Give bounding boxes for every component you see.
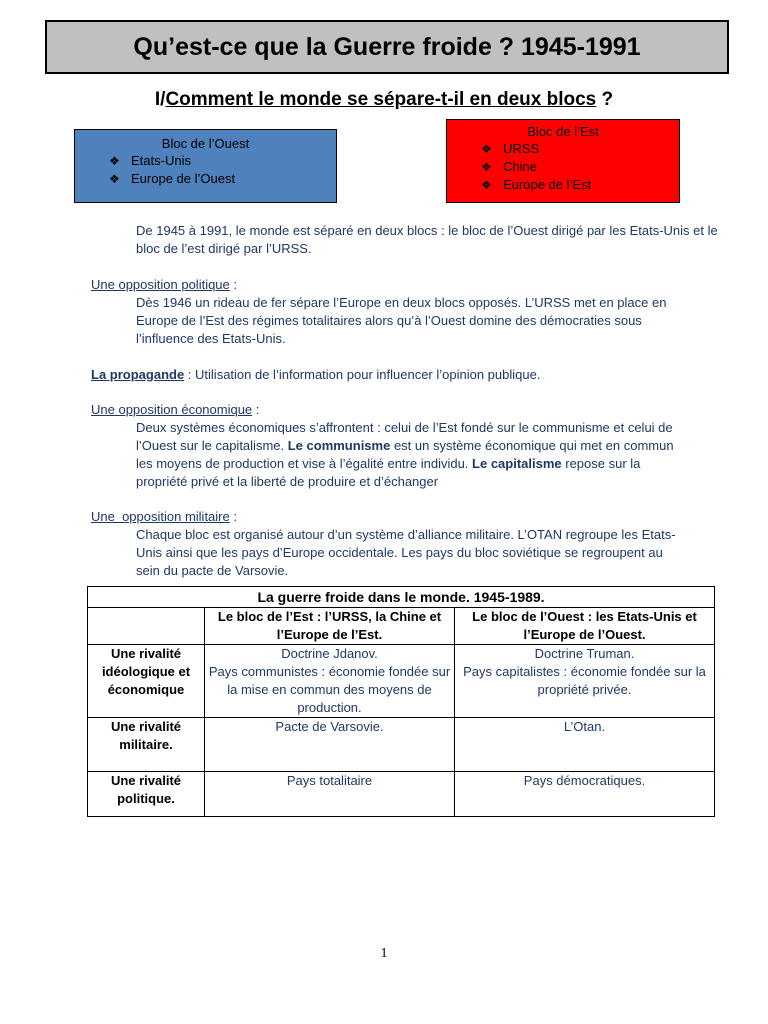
west-bloc-heading: Bloc de l’Ouest [161,136,250,151]
east-bloc-box [446,119,680,203]
east-bloc-heading: Bloc de l’Est [527,124,599,139]
west-cell: L’Otan. [455,718,715,772]
propaganda-def: : Utilisation de l’information pour influencer l’opinion publique. [184,367,541,382]
heading-colon: : [229,509,237,524]
economic-text-part: est un système économique qui met en commun les moyens de production et vise à l’égalité entre individu. [136,438,674,471]
section-number: I/ [154,89,166,110]
diamond-bullet-icon: ❖ [481,142,492,156]
political-heading: Une opposition politique [91,277,230,292]
section-heading [0,89,768,111]
col-header-east: Le bloc de l’Est : l’URSS, la Chine et l’Europe de l’Est. [205,608,455,645]
section-question-mark: ? [596,89,614,110]
political-section [91,276,681,348]
list-item-label: Europe de l’Ouest [131,171,236,186]
page-title: Qu’est-ce que la Guerre froide ? 1945-1991 [133,32,641,61]
list-item-label: Etats-Unis [131,153,191,168]
east-cell: Pays totalitaire [205,772,455,817]
heading-colon: : [252,402,260,417]
east-bloc-list [447,140,679,194]
table-caption: La guerre froide dans le monde. 1945-1989. [88,587,715,608]
economic-text [91,419,681,491]
cold-war-table [87,586,715,817]
table-corner-cell [88,608,205,645]
military-text: Chaque bloc est organisé autour d’un système d’alliance militaire. L’OTAN regroupe les Etats-Unis ainsi que les pays d’Europe occidentale. Les pays du bloc soviétique se regroupent au sein du pacte de Varsovie. [136,527,676,578]
west-cell: Pays démocratiques. [455,772,715,817]
propaganda-definition [91,366,681,384]
list-item-label: URSS [503,141,540,156]
list-item [447,158,679,176]
list-item [75,152,336,170]
west-cell: Doctrine Truman. Pays capitalistes : économie fondée sur la propriété privée. [455,645,715,718]
list-item [75,170,336,188]
military-section [91,508,681,580]
row-label: Une rivalité politique. [88,772,205,817]
heading-colon: : [229,277,238,292]
row-label: Une rivalité idéologique et économique [88,645,205,718]
title-banner [45,20,729,74]
propaganda-term: La propagande [91,367,185,382]
table-row [88,718,715,772]
military-heading: Une opposition militaire [91,509,230,524]
diamond-bullet-icon: ❖ [481,178,492,192]
page-number: 1 [380,946,388,961]
table-caption-row [88,587,715,608]
diamond-bullet-icon: ❖ [109,154,120,168]
row-label: Une rivalité militaire. [88,718,205,772]
economic-heading: Une opposition économique [91,402,253,417]
table-row [88,772,715,817]
col-header-west: Le bloc de l’Ouest : les Etats-Unis et l’Europe de l’Ouest. [455,608,715,645]
west-bloc-box [74,129,337,203]
east-cell: Doctrine Jdanov. Pays communistes : économie fondée sur la mise en commun des moyens de production. [205,645,455,718]
table-row [88,645,715,718]
economic-text-part: repose sur la propriété privé et la liberté de produire et d’échanger [136,456,641,489]
economic-section [91,401,681,491]
intro-paragraph: De 1945 à 1991, le monde est séparé en deux blocs : le bloc de l’Ouest dirigé par les Etats-Unis et le bloc de l’est dirigé par l’URSS. [136,223,718,256]
political-text: Dès 1946 un rideau de fer sépare l’Europe en deux blocs opposés. L’URSS met en place en Europe de l’Est des régimes totalitaires alors qu’à l’Ouest domine des démocraties sous l’influence des Etats-Unis. [136,295,667,346]
economic-text-part: Deux systèmes économiques s’affrontent : celui de l’Est fondé sur le communisme et celui de l’Ouest sur le capitalisme. [136,420,673,453]
list-item-label: Europe de l’Est [503,177,592,192]
list-item-label: Chine [503,159,537,174]
east-cell: Pacte de Varsovie. [205,718,455,772]
communism-term: Le communisme [287,438,391,453]
capitalism-term: Le capitalisme [472,456,562,471]
list-item [447,176,679,194]
diamond-bullet-icon: ❖ [109,172,120,186]
list-item [447,140,679,158]
table-header-row [88,608,715,645]
section-title: Comment le monde se sépare-t-il en deux blocs [165,89,597,110]
west-bloc-list [75,152,336,188]
diamond-bullet-icon: ❖ [481,160,492,174]
